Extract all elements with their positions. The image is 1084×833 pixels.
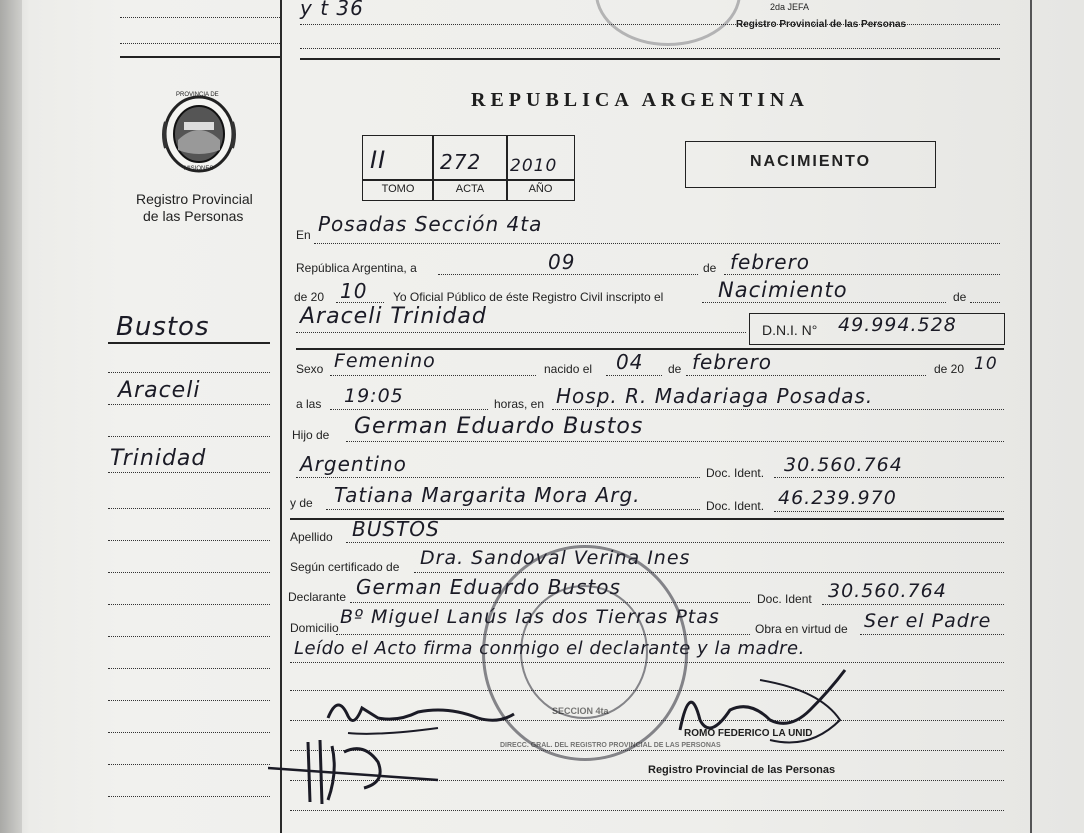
- seal-inner-text: SECCION 4ta: [552, 706, 609, 716]
- margin-middle-name: Trinidad: [110, 446, 207, 471]
- top-rule-main-solid: [300, 58, 1000, 60]
- seal-top-text: PROVINCIA DE: [176, 92, 219, 98]
- en-rule: [314, 243, 1000, 244]
- birth-month-value: febrero: [692, 350, 773, 374]
- anio-label: AÑO: [528, 183, 553, 195]
- birth-day-value: 04: [616, 350, 644, 374]
- year-value: 10: [340, 279, 368, 303]
- acta-value: 272: [440, 150, 482, 174]
- mother-doc-rule: [774, 511, 1004, 512]
- declarante-doc-rule: [822, 604, 1004, 605]
- de20-label: de 20: [294, 290, 325, 304]
- de2-rule: [970, 302, 1000, 303]
- acta-label: ACTA: [455, 183, 485, 195]
- dni-label: D.N.I. N°: [762, 322, 818, 338]
- margin-rule-g: [108, 572, 270, 573]
- margin-first-name: Araceli: [118, 378, 201, 403]
- top-stamp-arc: [595, 0, 741, 46]
- obra-value: Ser el Padre: [864, 610, 992, 632]
- doc-label-3: Doc. Ident: [757, 592, 812, 606]
- margin-rule-c: [108, 436, 270, 437]
- de20-label-2: de 20: [934, 362, 965, 376]
- margin-rule-i: [108, 636, 270, 637]
- en-value: Posadas Sección 4ta: [318, 212, 543, 236]
- margin-rule-j: [108, 668, 270, 669]
- month-value: febrero: [730, 250, 811, 274]
- margin-rule-n: [108, 796, 270, 797]
- sexo-value: Femenino: [334, 350, 436, 372]
- de-label-2: de: [953, 290, 967, 304]
- margin-rule-k: [108, 700, 270, 701]
- provincial-seal-icon: [158, 92, 240, 176]
- top-rule-2: [120, 43, 280, 44]
- declarante-label: Declarante: [288, 590, 347, 604]
- top-rule-4: [300, 48, 1000, 49]
- sexo-rule: [330, 375, 536, 376]
- registry-name-line2: de las Personas: [143, 208, 244, 224]
- domicilio-label: Domicilio: [290, 621, 339, 635]
- father-doc-rule: [774, 477, 1004, 478]
- father-value: German Eduardo Bustos: [354, 414, 644, 439]
- mother-rule: [326, 509, 700, 510]
- cert-label: Según certificado de: [290, 560, 400, 574]
- father-rule: [346, 441, 1004, 442]
- tomo-value: II: [370, 146, 387, 174]
- hijo-label: Hijo de: [292, 428, 330, 442]
- official-signature-icon: [660, 660, 850, 760]
- mother-doc-value: 46.239.970: [778, 487, 897, 509]
- margin-surname: Bustos: [116, 312, 210, 342]
- seal-bottom-text: MISIONES: [184, 166, 214, 172]
- alas-label: a las: [296, 397, 322, 411]
- right-column-border: [1030, 0, 1032, 833]
- cert-rule: [414, 572, 1004, 573]
- nacido-label: nacido el: [544, 362, 593, 376]
- margin-rule-m: [108, 764, 270, 765]
- name-rule: [296, 332, 746, 333]
- sexo-label: Sexo: [296, 362, 324, 376]
- birth-year-value: 10: [974, 354, 998, 374]
- de-label: de: [703, 261, 717, 275]
- cert-value: Dra. Sandoval Verina Ines: [420, 547, 691, 569]
- month-rule: [724, 274, 1000, 275]
- day-value: 09: [548, 250, 576, 274]
- margin-rule-l: [108, 732, 270, 733]
- registry-name-line1: Registro Provincial: [136, 191, 253, 207]
- birth-day-rule: [606, 375, 662, 376]
- year-rule: [336, 302, 384, 303]
- oficial-label: Yo Oficial Público de éste Registro Civil inscripto el: [393, 290, 664, 304]
- apellido-value: BUSTOS: [352, 517, 440, 541]
- margin-surname-rule: [108, 342, 270, 344]
- en-label: En: [296, 228, 311, 242]
- tomo-label: TOMO: [381, 183, 415, 195]
- mother-signature-icon: [268, 732, 448, 812]
- birth-month-rule: [686, 375, 926, 376]
- yde-label: y de: [290, 496, 313, 510]
- top-stamp-text: Registro Provincial de las Personas: [736, 19, 907, 30]
- inscripto-rule: [702, 302, 946, 303]
- obra-rule: [860, 634, 1004, 635]
- place-rule: [552, 409, 1004, 410]
- doc-label-1: Doc. Ident.: [706, 466, 765, 480]
- de-label-3: de: [668, 362, 682, 376]
- official-seal-inner: [520, 585, 648, 719]
- inscripto-value: Nacimiento: [718, 278, 848, 302]
- margin-rule-e: [108, 508, 270, 509]
- margin-rule-a: [108, 372, 270, 373]
- margin-rule-d: [108, 472, 270, 473]
- closing-value: Leído el Acto firma conmigo el declarante y la madre.: [294, 638, 805, 659]
- dni-value: 49.994.528: [838, 314, 957, 336]
- republica-label: República Argentina, a: [296, 261, 417, 275]
- seal-outer-text: DIRECC. GRAL. DEL REGISTRO PROVINCIAL DE LAS PERSONAS: [500, 742, 721, 749]
- bottom-registry-stamp: Registro Provincial de las Personas: [648, 764, 836, 776]
- day-rule: [438, 274, 698, 275]
- full-name-value: Araceli Trinidad: [300, 304, 487, 329]
- declarante-value: German Eduardo Bustos: [356, 575, 621, 599]
- margin-rule-h: [108, 604, 270, 605]
- place-value: Hosp. R. Madariaga Posadas.: [556, 384, 874, 408]
- horas-label: horas, en: [494, 397, 545, 411]
- apellido-rule: [346, 542, 1004, 543]
- margin-rule-b: [108, 404, 270, 405]
- top-rule-1: [120, 17, 280, 18]
- nat-rule: [296, 477, 700, 478]
- father-doc-value: 30.560.764: [784, 454, 903, 476]
- anio-value: 2010: [510, 156, 558, 176]
- country-title: REPUBLICA ARGENTINA: [471, 89, 809, 111]
- signature-caption: ROMO FEDERICO LA UNID: [684, 728, 813, 739]
- act-type-title: NACIMIENTO: [749, 153, 872, 170]
- declarante-doc-value: 30.560.764: [828, 580, 947, 602]
- father-nationality-value: Argentino: [300, 452, 407, 476]
- domicilio-value: Bº Miguel Lanús las dos Tierras Ptas: [340, 606, 720, 628]
- time-value: 19:05: [344, 385, 404, 407]
- doc-label-2: Doc. Ident.: [706, 499, 765, 513]
- top-partial-text: y t 36: [300, 0, 364, 20]
- time-rule: [330, 409, 488, 410]
- page-binding: [0, 0, 22, 833]
- apellido-label: Apellido: [290, 530, 333, 544]
- top-corner-text: 2da JEFA: [770, 2, 810, 12]
- top-rule-left-solid: [120, 56, 280, 58]
- left-column-border: [280, 0, 282, 833]
- mother-value: Tatiana Margarita Mora Arg.: [334, 483, 641, 507]
- obra-label: Obra en virtud de: [755, 622, 848, 636]
- margin-rule-f: [108, 540, 270, 541]
